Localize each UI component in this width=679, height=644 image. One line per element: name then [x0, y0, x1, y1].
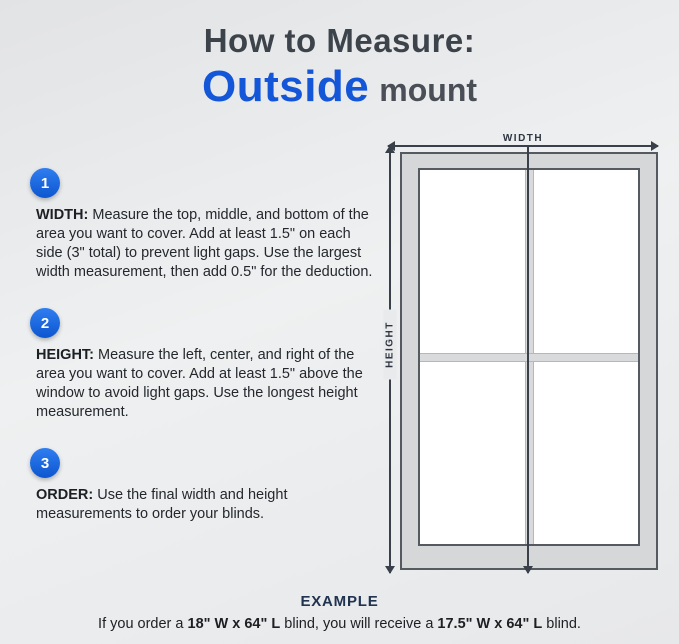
page-title: [0, 22, 679, 112]
width-measure-arrow: [388, 145, 658, 147]
step-3-text: [36, 486, 378, 524]
step-1-badge: [30, 168, 60, 198]
example-receive-size: 17.5" W x 64" L: [437, 616, 543, 632]
step-2-body: Measure the left, center, and right of the area you want to cover. Add at least 1.5" above the window to avoid light gaps. Use the longest height measurement.: [36, 347, 363, 421]
example-prefix: If you order a: [98, 616, 188, 632]
step-2-text: [36, 346, 378, 423]
title-suffix: mount: [379, 72, 478, 108]
step-1-label: WIDTH:: [36, 207, 89, 223]
example-heading: EXAMPLE: [300, 593, 379, 610]
window-panes: [418, 168, 640, 546]
title-line2: [0, 62, 679, 112]
window-mullion-horizontal: [420, 353, 638, 362]
height-label: HEIGHT: [384, 310, 397, 380]
center-measure-line: [527, 146, 529, 573]
width-label: WIDTH: [502, 133, 544, 144]
example-order-size: 18" W x 64" L: [187, 616, 281, 632]
step-2-label: HEIGHT:: [36, 347, 94, 363]
step-1-body: Measure the top, middle, and bottom of the area you want to cover. Add at least 1.5" on each side (3" total) to prevent light gaps. Use the largest width measurement, then add 0.5" for the deduction.: [36, 207, 373, 281]
title-highlight: Outside: [201, 62, 370, 111]
step-1-number: 1: [40, 174, 50, 192]
example-section: [0, 593, 679, 632]
example-middle: blind, you will receive a: [280, 616, 438, 632]
step-3-badge: [30, 448, 60, 478]
step-1-text: [36, 206, 378, 283]
example-suffix: blind.: [542, 616, 581, 632]
step-3-number: 3: [40, 454, 50, 472]
title-line1: How to Measure:: [203, 22, 476, 59]
example-sentence: [0, 616, 679, 632]
step-3-body: Use the final width and height measurements to order your blinds.: [36, 487, 288, 523]
step-2-badge: [30, 308, 60, 338]
window-frame-illustration: [400, 152, 658, 570]
step-2-number: 2: [40, 314, 50, 332]
step-3-label: ORDER:: [36, 487, 94, 503]
